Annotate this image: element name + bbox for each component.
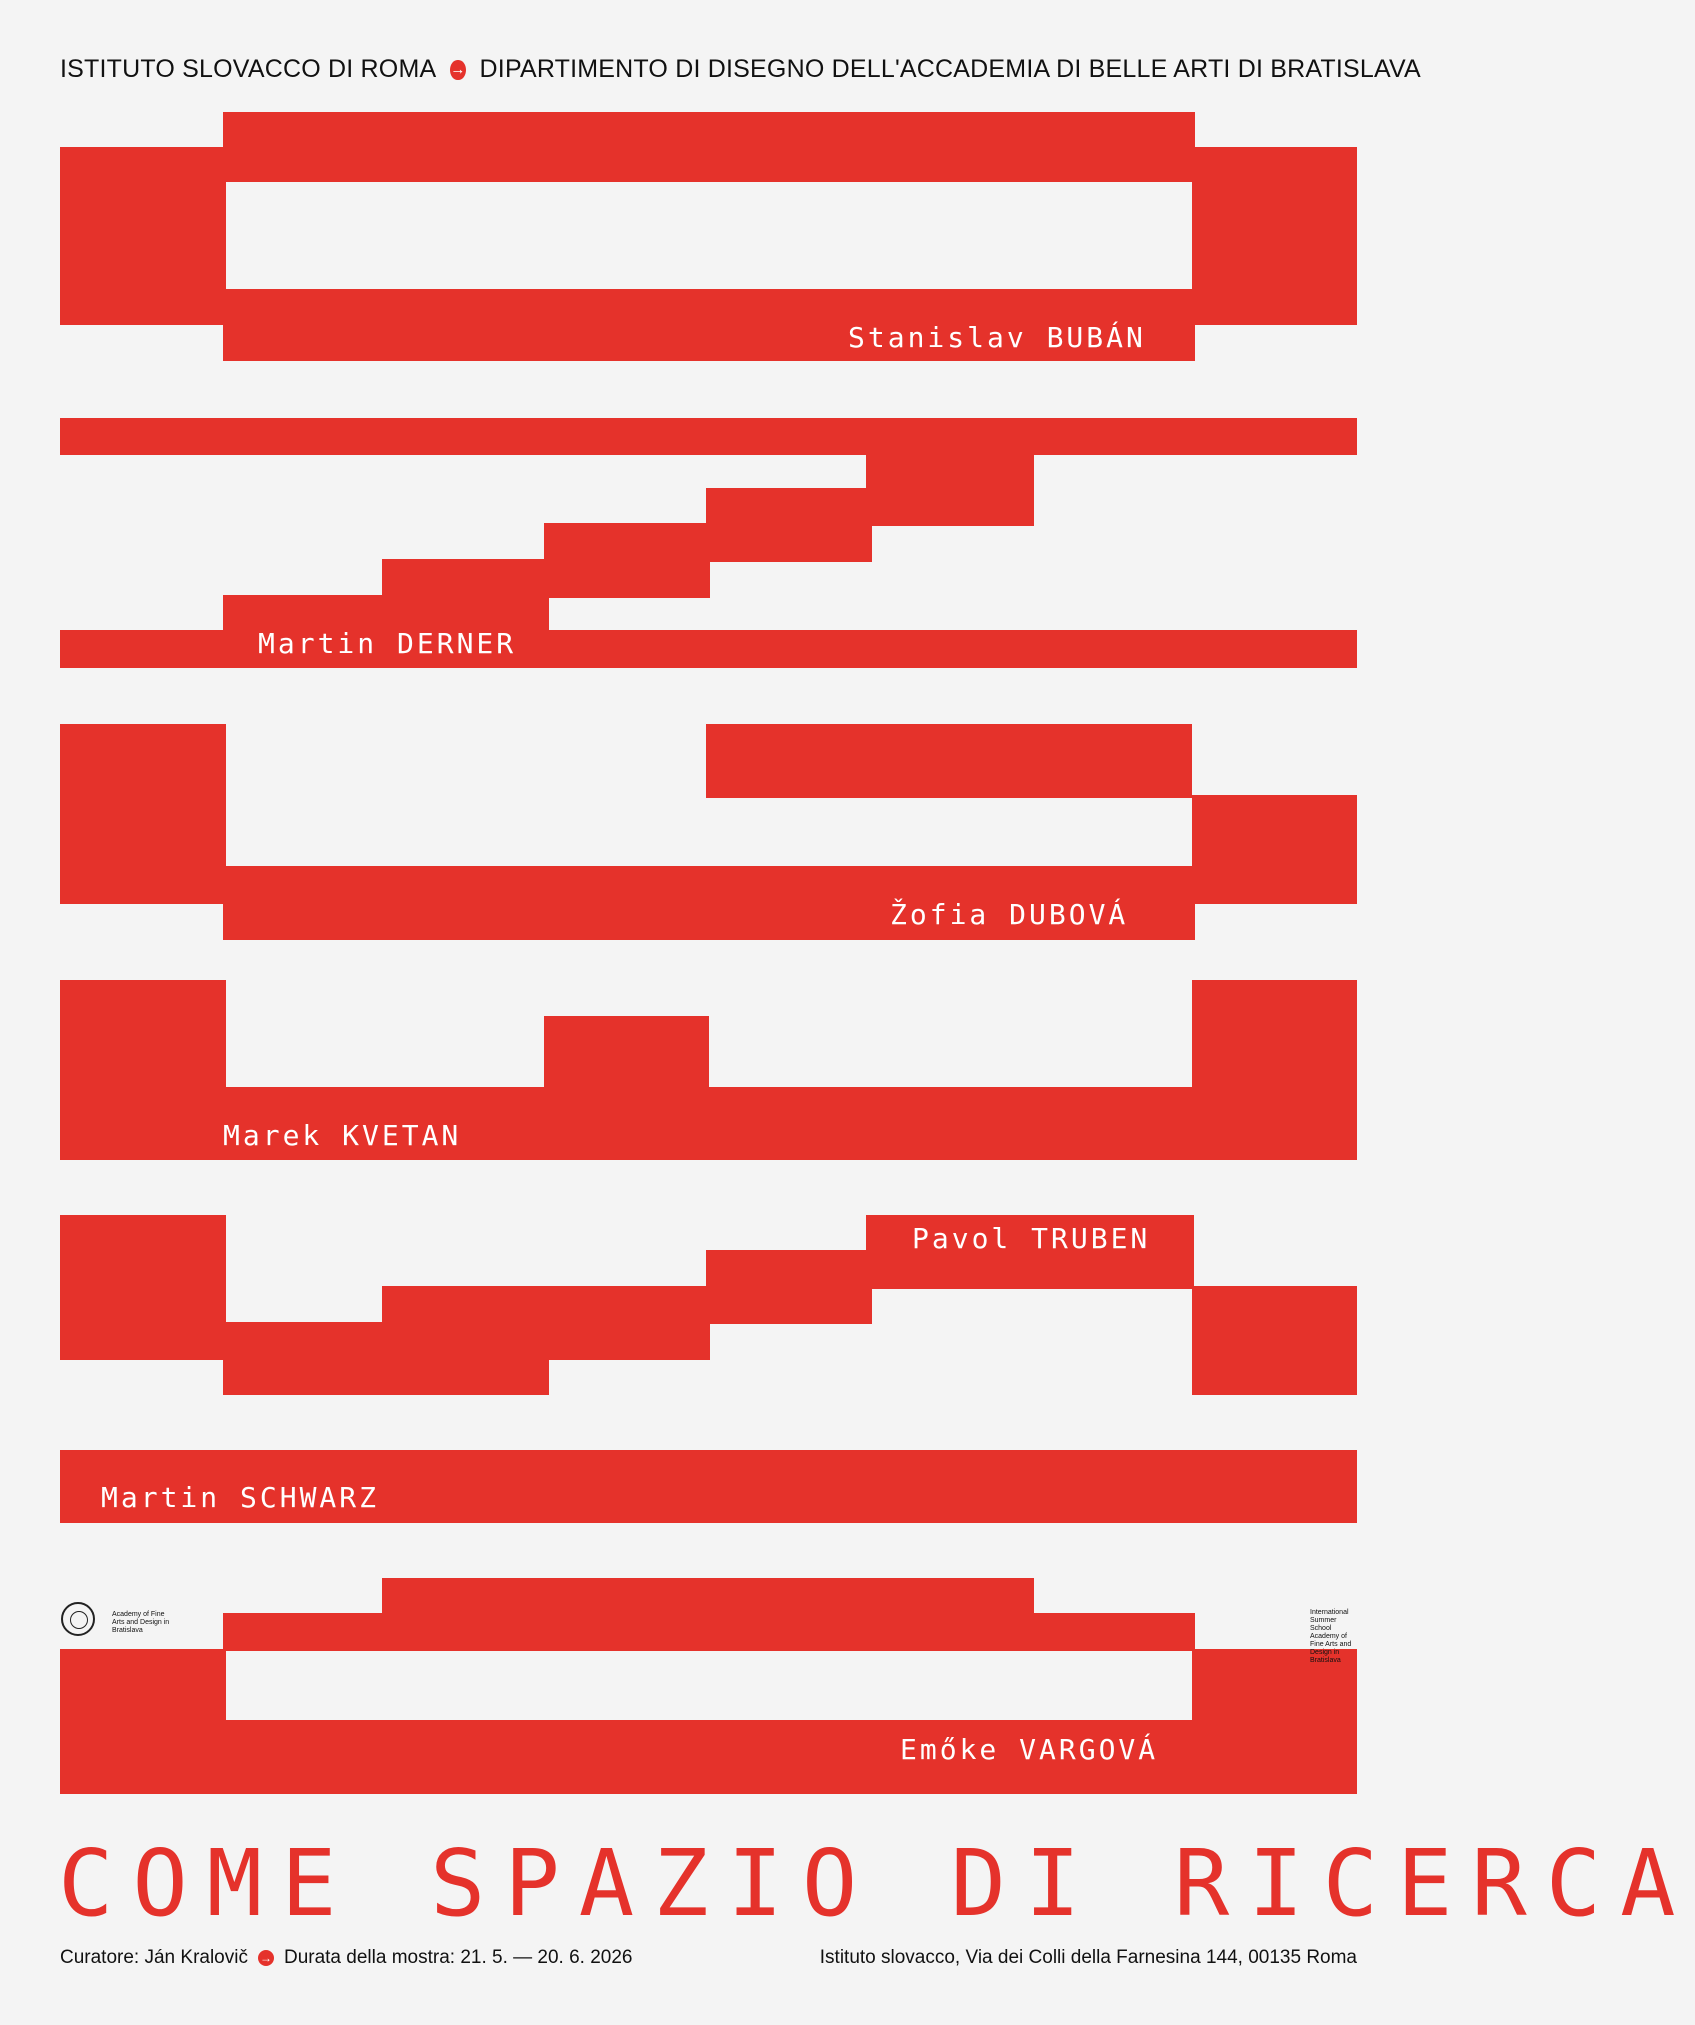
- shape-2-step-3: [544, 523, 872, 562]
- artist-name-1: Stanislav BUBÁN: [848, 321, 1146, 354]
- exhibition-title: COME SPAZIO DI RICERCA: [58, 1830, 1695, 1937]
- shape-2-top: [60, 418, 1357, 455]
- shape-3-top-right: [706, 724, 1192, 798]
- shape-1-left: [60, 147, 226, 325]
- shape-5-step-1: [706, 1250, 1194, 1289]
- shape-7-upper: [223, 1613, 1195, 1651]
- header-institute: ISTITUTO SLOVACCO DI ROMA: [60, 55, 437, 83]
- artist-name-6: Martin SCHWARZ: [101, 1481, 380, 1514]
- arrow-right-circle-icon: →: [259, 1951, 272, 1965]
- shape-3-right: [1192, 795, 1357, 904]
- shape-2-bottom: [60, 627, 1357, 668]
- shape-5-right: [1192, 1286, 1357, 1395]
- header-department: DIPARTIMENTO DI DISEGNO DELL'ACCADEMIA DI BELLE ARTI DI BRATISLAVA: [479, 55, 1421, 83]
- shape-4-middle: [544, 1016, 709, 1089]
- shape-5-left: [60, 1215, 226, 1360]
- arrow-right-circle-icon: →: [450, 60, 466, 78]
- address-text: Istituto slovacco, Via dei Colli della Farnesina 144, 00135 Roma: [819, 1947, 1357, 1968]
- academy-logo-text: Academy of Fine Arts and Design in Bratislava: [112, 1611, 170, 1634]
- academy-seal-logo: [61, 1602, 95, 1636]
- shape-3-left: [60, 724, 226, 904]
- shape-7-top: [382, 1578, 1034, 1616]
- header: [60, 55, 1421, 84]
- curator-text: Curatore: Ján Kralovič: [60, 1947, 248, 1968]
- exhibition-dates: Durata della mostra: 21. 5. — 20. 6. 2026: [283, 1947, 633, 1968]
- shape-7-right: [1192, 1649, 1357, 1794]
- shape-2-step-2: [706, 488, 1034, 526]
- shape-4-right: [1192, 980, 1357, 1160]
- shape-7-left: [60, 1649, 226, 1794]
- artist-name-7: Emőke VARGOVÁ: [900, 1733, 1159, 1766]
- summer-school-logo-text: International Summer School Academy of Fine Arts and Design in Bratislava: [1310, 1609, 1352, 1664]
- artist-name-3: Žofia DUBOVÁ: [890, 898, 1129, 931]
- shape-1-top: [223, 112, 1195, 182]
- shape-2-step-1: [866, 452, 1034, 491]
- shape-4-left: [60, 980, 226, 1160]
- shape-5-bottom-left: [223, 1322, 549, 1395]
- footer-address: [820, 1947, 1357, 1969]
- shape-1-right: [1192, 147, 1357, 325]
- artist-name-5: Pavol TRUBEN: [912, 1222, 1151, 1255]
- artist-name-2: Martin DERNER: [258, 627, 517, 660]
- artist-name-4: Marek KVETAN: [223, 1119, 462, 1152]
- shape-2-step-4: [382, 559, 710, 598]
- footer-left: [60, 1947, 633, 1969]
